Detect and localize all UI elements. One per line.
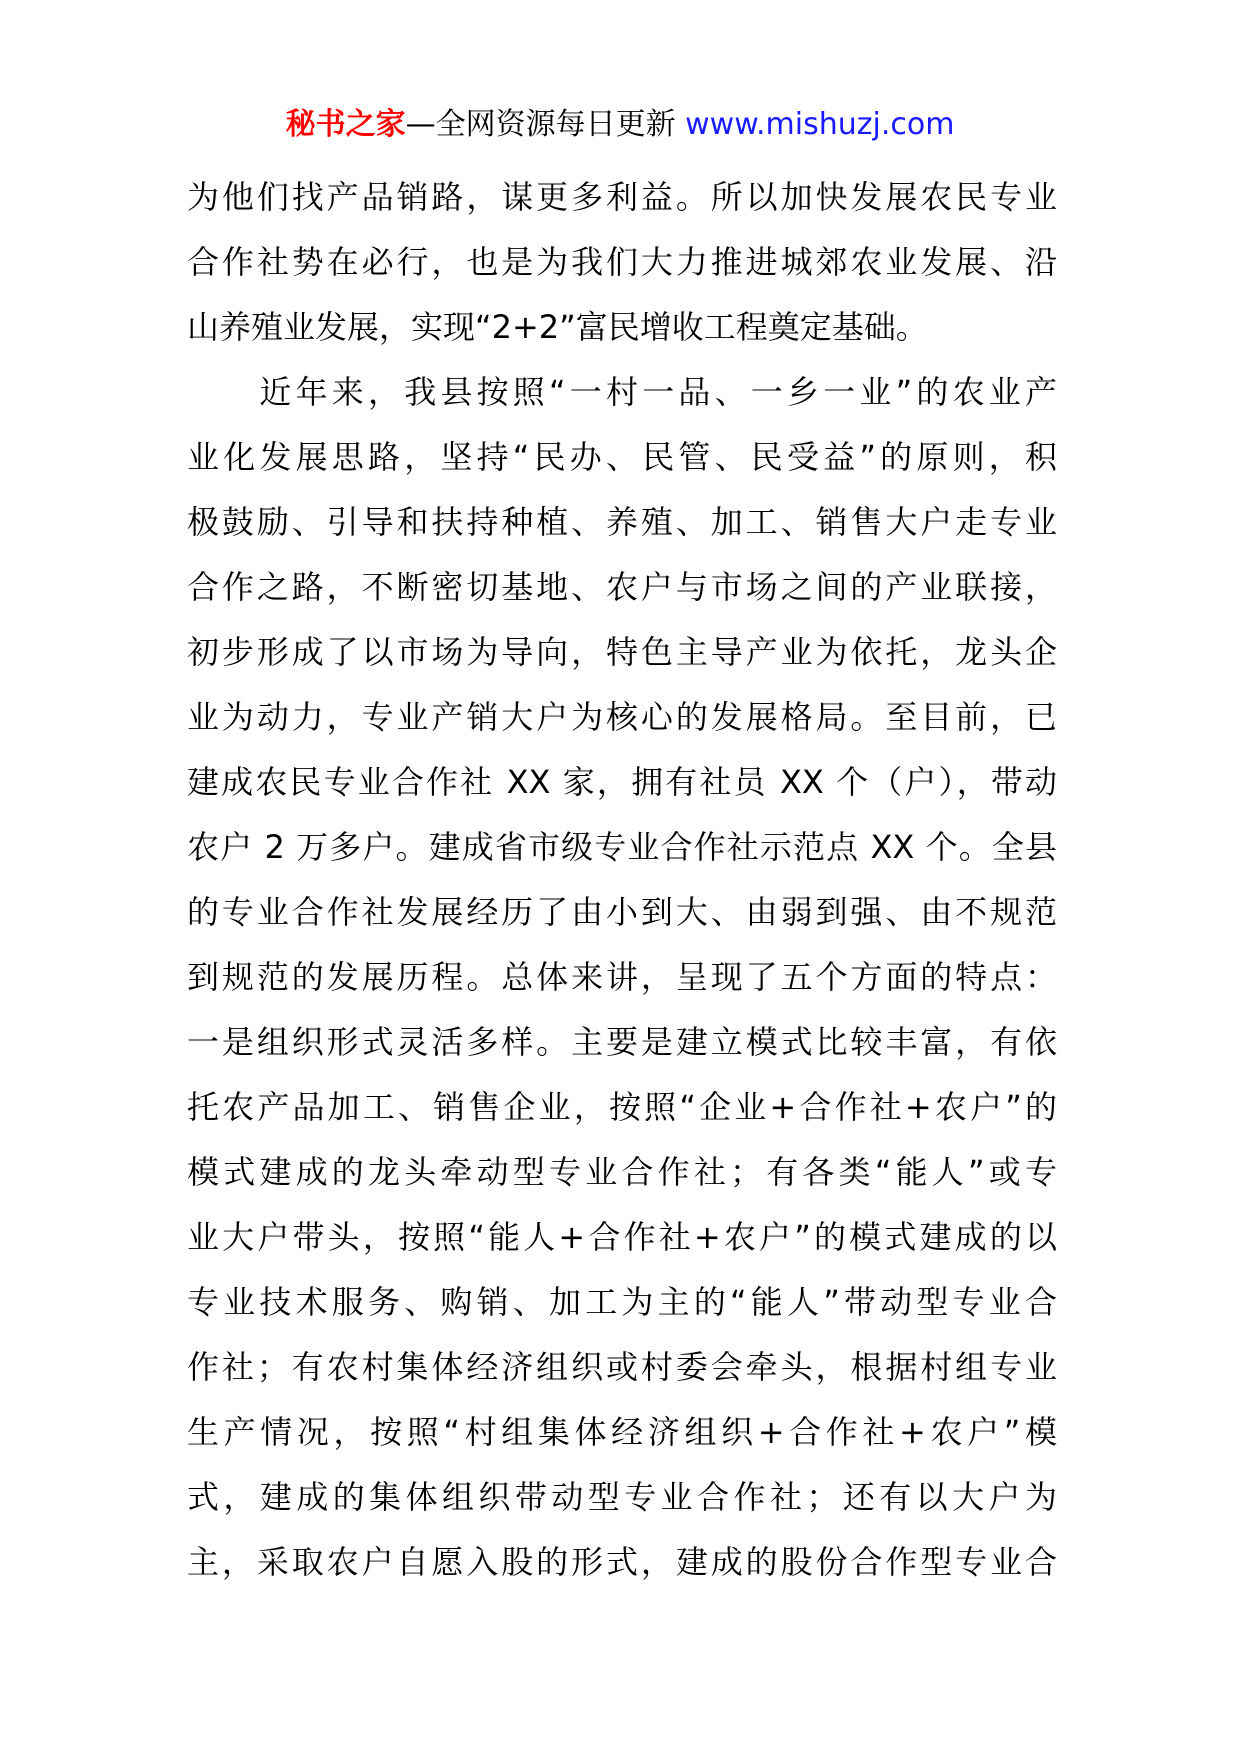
header-tagline: —全网资源每日更新 — [405, 107, 676, 142]
text-line: 为他们找产品销路，谋更多利益。所以加快发展农民专业 — [187, 178, 1057, 216]
text-line: 专业技术服务、购销、加工为主的“能人”带动型专业合 — [187, 1283, 1057, 1321]
page-header — [0, 100, 1240, 150]
text-line: 生产情况，按照“村组集体经济组织+合作社+农户”模 — [187, 1413, 1057, 1451]
text-line: 主，采取农户自愿入股的形式，建成的股份合作型专业合 — [187, 1543, 1057, 1581]
text-line: 作社；有农村集体经济组织或村委会牵头，根据村组专业 — [187, 1348, 1057, 1386]
text-line: 极鼓励、引导和扶持种植、养殖、加工、销售大户走专业 — [187, 503, 1057, 541]
text-line: 业化发展思路，坚持“民办、民管、民受益”的原则，积 — [187, 438, 1057, 476]
text-line: 建成农民专业合作社 XX 家，拥有社员 XX 个（户），带动 — [187, 763, 1057, 801]
text-line: 合作社势在必行，也是为我们大力推进城郊农业发展、沿 — [187, 243, 1057, 281]
text-line: 业大户带头，按照“能人+合作社+农户”的模式建成的以 — [187, 1218, 1057, 1256]
text-line: 式，建成的集体组织带动型专业合作社；还有以大户为 — [187, 1478, 1057, 1516]
document-body — [187, 165, 1057, 1595]
text-line: 合作之路，不断密切基地、农户与市场之间的产业联接， — [187, 568, 1057, 606]
text-line: 一是组织形式灵活多样。主要是建立模式比较丰富，有依 — [187, 1023, 1057, 1061]
text-line: 近年来，我县按照“一村一品、一乡一业”的农业产 — [187, 373, 1057, 411]
text-line: 初步形成了以市场为导向，特色主导产业为依托，龙头企 — [187, 633, 1057, 671]
text-line: 到规范的发展历程。总体来讲，呈现了五个方面的特点： — [187, 958, 1057, 996]
text-line: 山养殖业发展，实现“2+2”富民增收工程奠定基础。 — [187, 308, 928, 346]
text-line: 农户 2 万多户。建成省市级专业合作社示范点 XX 个。全县 — [187, 828, 1057, 866]
header-brand: 秘书之家 — [285, 107, 406, 142]
text-line: 业为动力，专业产销大户为核心的发展格局。至目前，已 — [187, 698, 1057, 736]
header-url-link[interactable]: www.mishuzj.com — [685, 107, 955, 142]
text-line: 模式建成的龙头牵动型专业合作社；有各类“能人”或专 — [187, 1153, 1057, 1191]
text-line: 托农产品加工、销售企业，按照“企业+合作社+农户”的 — [187, 1088, 1057, 1126]
text-line: 的专业合作社发展经历了由小到大、由弱到强、由不规范 — [187, 893, 1057, 931]
